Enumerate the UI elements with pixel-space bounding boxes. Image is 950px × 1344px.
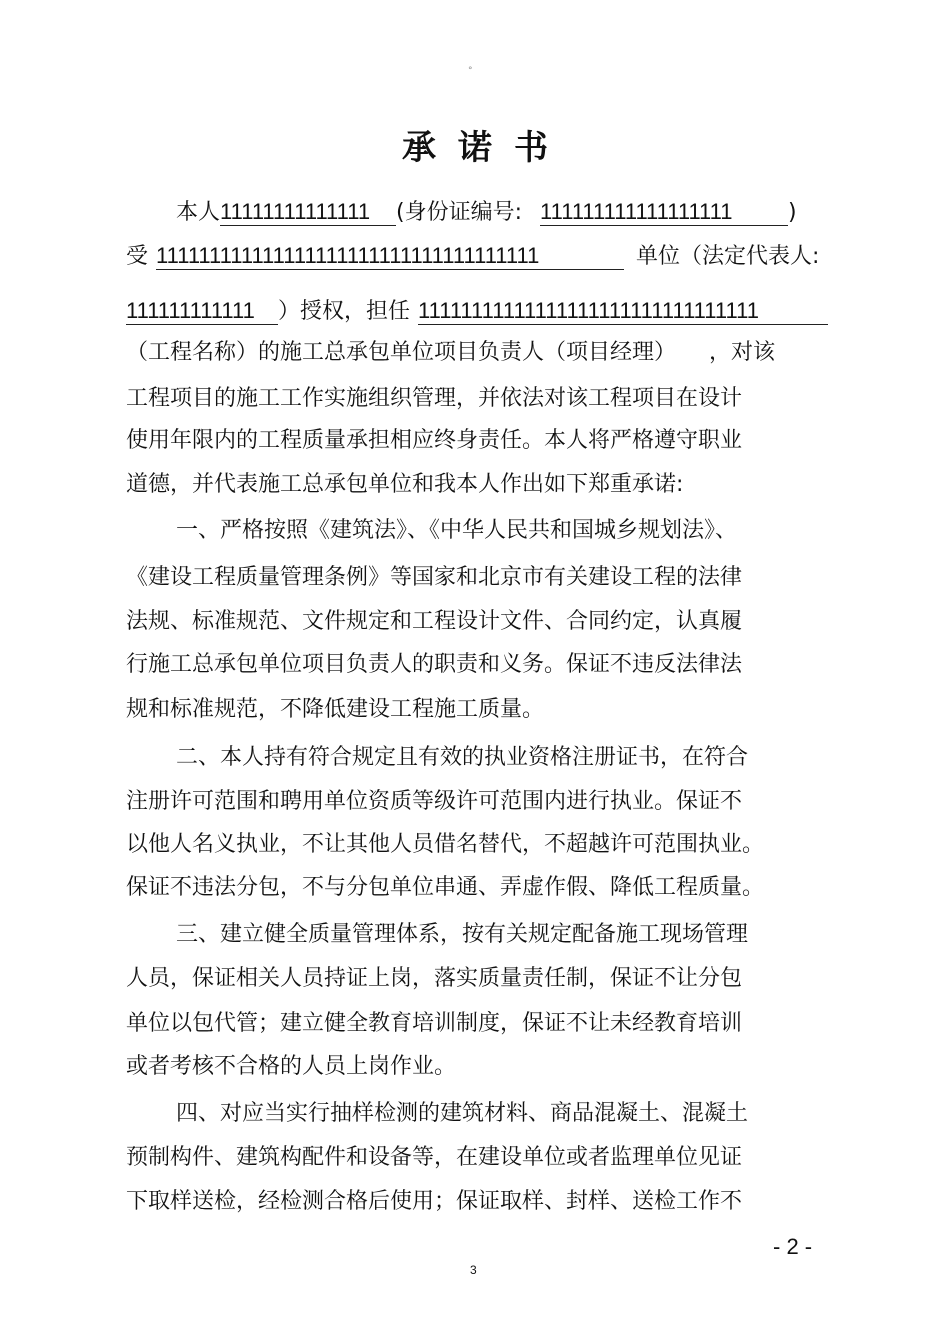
intro-text: (身份证编号: — [396, 200, 523, 225]
header-mark: ° — [468, 66, 473, 76]
clause4-line: 下取样送检，经检测合格后使用；保证取样、封样、送检工作不 — [126, 1189, 743, 1214]
clause3-line: 或者考核不合格的人员上岗作业。 — [126, 1054, 457, 1079]
clause4-line: 预制构件、建筑构配件和设备等，在建设单位或者监理单位见证 — [126, 1145, 743, 1170]
clause3-line: 人员，保证相关人员持证上岗，落实质量责任制，保证不让分包 — [126, 966, 743, 991]
intro-line-4: （工程名称）的施工总承包单位项目负责人（项目经理） ，对该 — [126, 340, 776, 365]
clause1-line: 法规、标准规范、文件规定和工程设计文件、合同约定，认真履 — [126, 609, 743, 634]
intro-line-7: 道德，并代表施工总承包单位和我本人作出如下郑重承诺: — [126, 472, 684, 497]
company-field: 111111111111111111111111111111111111 — [156, 243, 624, 270]
clause3-line: 三、建立健全质量管理体系，按有关规定配备施工现场管理 — [176, 922, 749, 947]
intro-text: 本人 — [176, 200, 221, 225]
clause1-line: 规和标准规范，不降低建设工程施工质量。 — [126, 697, 545, 722]
intro-line-2 — [126, 242, 819, 272]
intro-text: ) — [788, 200, 797, 225]
intro-text: 受 — [126, 244, 149, 269]
clause4-line: 四、对应当实行抽样检测的建筑材料、商品混凝土、混凝土 — [176, 1101, 749, 1126]
clause2-line: 二、本人持有符合规定且有效的执业资格注册证书，在符合 — [176, 745, 749, 770]
clause2-line: 注册许可范围和聘用单位资质等级许可范围内进行执业。保证不 — [126, 789, 743, 814]
intro-text: 单位（法定代表人: — [636, 244, 820, 269]
document-title: 承诺书 — [402, 128, 570, 168]
project-field: 11111111111111111111111111111111 — [418, 298, 828, 325]
intro-line-1 — [176, 198, 797, 228]
intro-line-6: 使用年限内的工程质量承担相应终身责任。本人将严格遵守职业 — [126, 428, 743, 453]
intro-line-5: 工程项目的施工工作实施组织管理，并依法对该工程项目在设计 — [126, 386, 743, 411]
footer-number: 3 — [470, 1263, 477, 1277]
id-number-field: 111111111111111111 — [540, 199, 788, 226]
name-field: 11111111111111 — [220, 199, 396, 226]
page-number: - 2 - — [773, 1234, 813, 1259]
clause3-line: 单位以包代管；建立健全教育培训制度，保证不让未经教育培训 — [126, 1011, 743, 1036]
clause1-line: 《建设工程质量管理条例》等国家和北京市有关建设工程的法律 — [126, 565, 743, 590]
legal-rep-field: 111111111111 — [126, 298, 278, 325]
intro-line-3 — [126, 297, 828, 327]
clause2-line: 保证不违法分包，不与分包单位串通、弄虚作假、降低工程质量。 — [126, 875, 765, 900]
clause1-line: 行施工总承包单位项目负责人的职责和义务。保证不违反法律法 — [126, 652, 743, 677]
clause1-line: 一、严格按照《建筑法》、《中华人民共和国城乡规划法》、 — [176, 518, 738, 543]
clause2-line: 以他人名义执业，不让其他人员借名替代，不超越许可范围执业。 — [126, 832, 765, 857]
intro-text: ）授权，担任 — [278, 299, 411, 324]
